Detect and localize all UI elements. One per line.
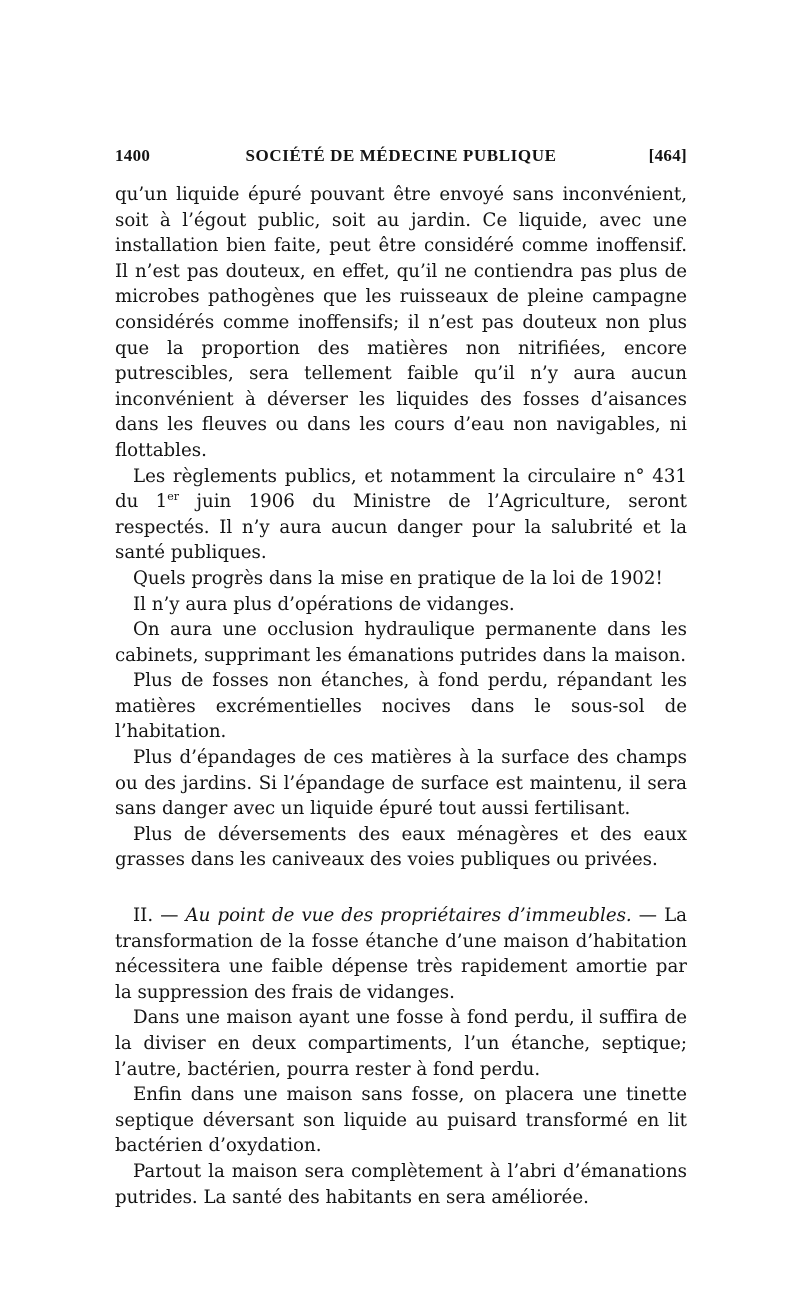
paragraph — [115, 464, 687, 566]
paragraph: qu’un liquide épuré pouvant être envoyé sans inconvénient, soit à l’égout public, soit au jardin. Ce liquide, avec une installation bien faite, peut être considéré comme inoffensif. Il n’est pas douteux, en effet, qu’il ne contiendra pas plus de microbes pathogènes que les ruisseaux de pleine campagne considérés comme inoffensifs; il n’est pas douteux non plus que la proportion des matières non nitrifiées, encore putrescibles, sera tellement faible qu’il n’y aura aucun inconvénient à déverser les liquides des fosses d’aisances dans les fleuves ou dans les cours d’eau non navigables, ni flottables. — [115, 184, 687, 461]
paragraph: Partout la maison sera complètement à l’abri d’émanations putrides. La santé des habitants en sera améliorée. — [115, 1160, 687, 1208]
bracketed-page-ref: [464] — [648, 146, 687, 165]
section-number: II. — — [133, 905, 186, 927]
paragraph: Plus de fosses non étanches, à fond perdu, répandant les matières excrémentielles nocives dans le sous-sol de l’habitation. — [115, 670, 687, 743]
paragraph: Il n’y aura plus d’opérations de vidanges. — [133, 593, 515, 615]
paragraph: Quels progrès dans la mise en pratique de la loi de 1902! — [133, 567, 663, 589]
paragraph: Plus d’épandages de ces matières à la surface des champs ou des jardins. Si l’épandage de surface est maintenu, il sera sans danger avec un liquide épuré tout aussi fertilisant. — [115, 747, 687, 820]
paragraph: Dans une maison ayant une fosse à fond perdu, il suffira de la diviser en deux compartiments, l’un étanche, septique; l’autre, bactérien, pourra rester à fond perdu. — [115, 1007, 687, 1080]
superscript: er — [167, 490, 180, 504]
section-gap — [115, 873, 687, 903]
text-run: — La transformation de la fosse étanche d’une maison d’habitation nécessitera une faible dépense très rapidement amortie par la suppression des frais de vidanges. — [115, 905, 687, 1003]
text-run: Les règlements publics, et notamment la circulaire n° 431 du 1 — [115, 465, 687, 513]
paragraph: On aura une occlusion hydraulique permanente dans les cabinets, supprimant les émanations putrides dans la maison. — [115, 619, 687, 666]
page-body — [115, 182, 687, 1210]
section-heading-paragraph — [115, 903, 687, 1005]
text-run: juin 1906 du Ministre de l’Agriculture, seront respectés. Il n’y aura aucun danger pour la salubrité et la santé publiques. — [115, 491, 687, 564]
paragraph: Enfin dans une maison sans fosse, on placera une tinette septique déversant son liquide au puisard transformé en lit bactérien d’oxydation. — [115, 1084, 687, 1157]
running-title: SOCIÉTÉ DE MÉDECINE PUBLIQUE — [245, 146, 557, 165]
paragraph: Plus de déversements des eaux ménagères et des eaux grasses dans les caniveaux des voies publiques ou privées. — [115, 823, 687, 871]
page-number: 1400 — [115, 146, 151, 165]
section-title: Au point de vue des propriétaires d’immeubles. — [185, 905, 632, 927]
